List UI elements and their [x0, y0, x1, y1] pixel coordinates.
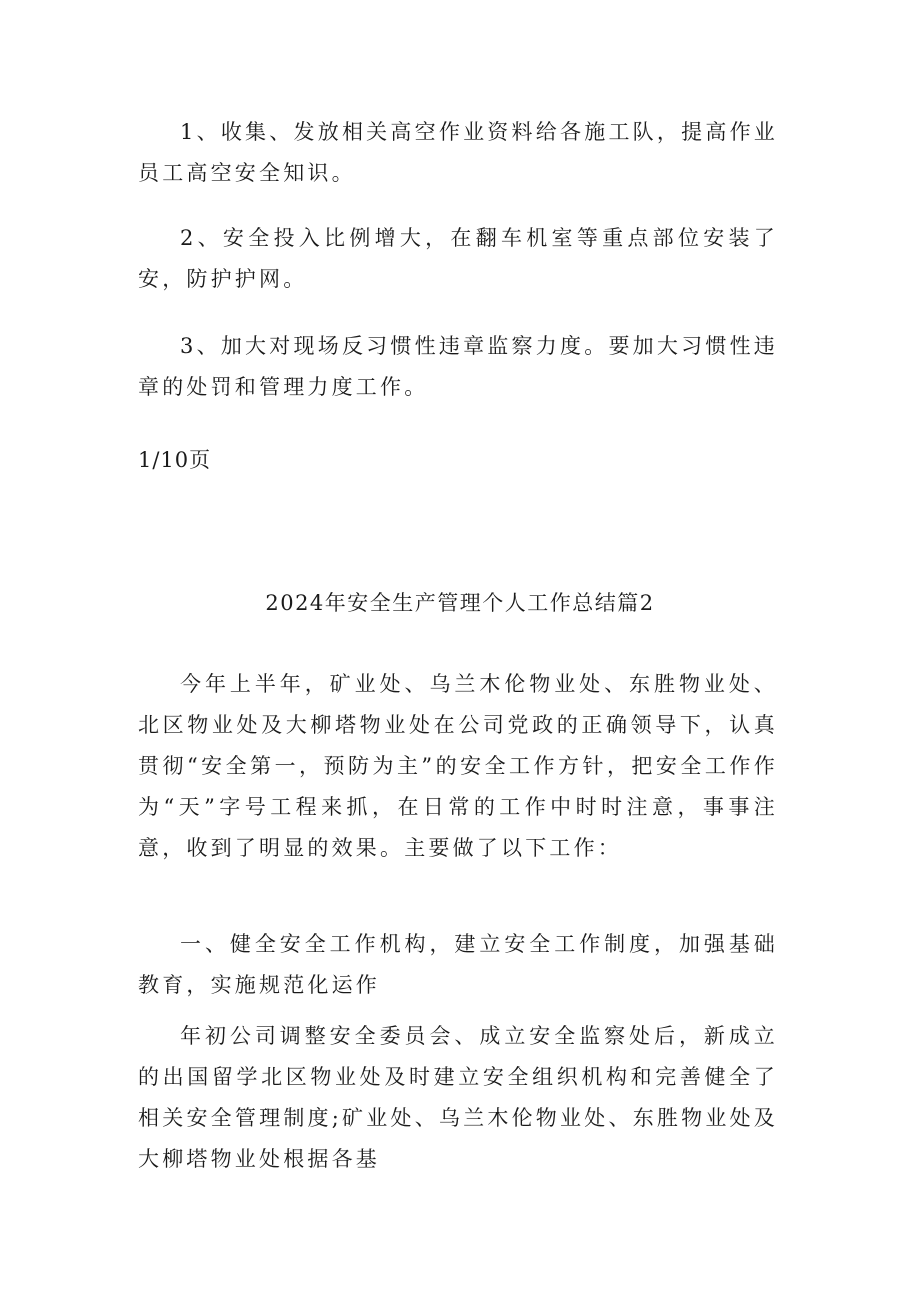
intro-paragraph: 今年上半年，矿业处、乌兰木伦物业处、东胜物业处、北区物业处及大柳塔物业处在公司党政的正确领导下，认真贯彻“安全第一，预防为主”的安全工作方针，把安全工作作为“天”字号工程来抓，在日常的工作中时时注意，事事注意，收到了明显的效果。主要做了以下工作：: [138, 672, 778, 860]
section-title: 2024年安全生产管理个人工作总结篇2: [265, 591, 655, 615]
list-item-3: 3、加大对现场反习惯性违章监察力度。要加大习惯性违章的处罚和管理力度工作。: [138, 334, 778, 399]
list-item-2: 2、安全投入比例增大，在翻车机室等重点部位安装了安，防护护网。: [138, 226, 778, 291]
section1-heading: 一、健全安全工作机构，建立安全工作制度，加强基础教育，实施规范化运作: [138, 932, 778, 997]
section1-body: 年初公司调整安全委员会、成立安全监察处后，新成立的出国留学北区物业处及时建立安全组织机构和完善健全了相关安全管理制度;矿业处、乌兰木伦物业处、东胜物业处及大柳塔物业处根据各基: [138, 1024, 778, 1171]
page-number: 1/10页: [138, 448, 212, 472]
list-item-1: 1、收集、发放相关高空作业资料给各施工队，提高作业员工高空安全知识。: [138, 120, 778, 185]
